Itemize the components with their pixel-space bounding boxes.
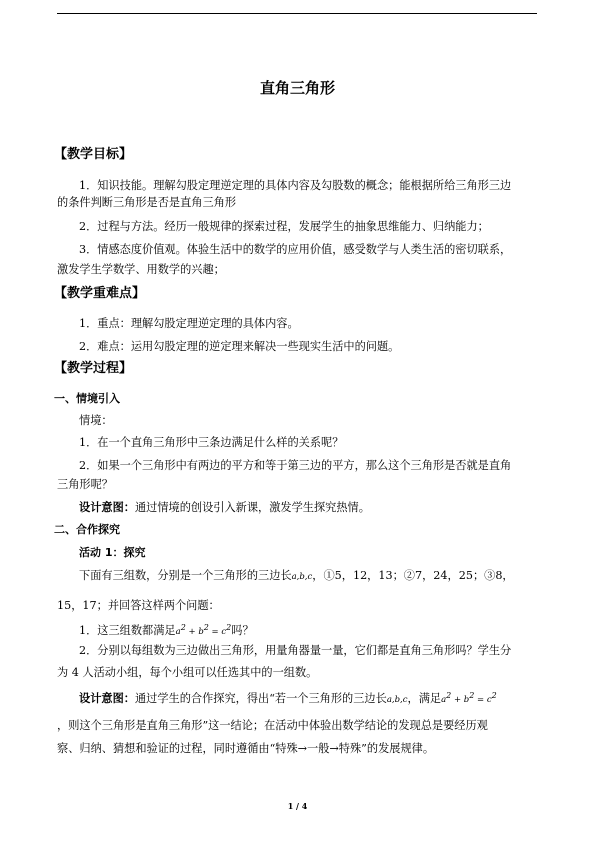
paragraph-line: 2．过程与方法。经历一般规律的探索过程，发展学生的抽象思维能力、归纳能力； — [79, 220, 489, 233]
section-heading-key-points: 【教学重难点】 — [54, 286, 146, 301]
math-sides: a,b,c — [386, 694, 408, 705]
paragraph-line: 情境： — [79, 414, 113, 427]
paragraph-line: 3．情感态度价值观。体验生活中的数学的应用价值，感受数学与人类生活的密切联系， — [79, 243, 512, 256]
paragraph-line: 的条件判断三角形是否是直角三角形 — [57, 196, 237, 209]
paragraph-line: 1．这三组数都满足$a^2 + b^2 = c^2$吗？ — [79, 623, 254, 637]
paragraph-line: 2．难点：运用勾股定理的逆定理来解决一些现实生活中的问题。 — [79, 340, 400, 353]
paragraph-line: 下面有三组数，分别是一个三角形的三边长a,b,c，①5，12，13；②7，24，25；③8， — [79, 569, 514, 582]
page-number: 1 / 4 — [287, 801, 308, 811]
section-heading-objectives: 【教学目标】 — [54, 147, 133, 162]
paragraph-line: 1．重点：理解勾股定理逆定理的具体内容。 — [79, 317, 299, 330]
activity-title: 活动 1：探究 — [79, 546, 146, 559]
math-equation: $a^2 + b^2 = c^2$ — [175, 623, 232, 637]
subsection-title: 二、合作探究 — [54, 523, 120, 536]
paragraph-line: ，则这个三角形是直角三角形”这一结论；在活动中体验出数学结论的发现总是要经历观 — [57, 719, 488, 732]
design-intent-text: 通过情境的创设引入新课，激发学生探究热情。 — [134, 501, 370, 514]
paragraph-line: 为 4 人活动小组，每个小组可以任选其中的一组数。 — [57, 666, 318, 679]
paragraph-line: 三角形呢？ — [57, 478, 113, 491]
design-intent-label: 设计意图： — [79, 691, 135, 705]
paragraph-line: 2．分别以每组数为三边做出三角形，用量角器量一量，它们都是直角三角形吗？学生分 — [79, 644, 512, 657]
paragraph-line: 激发学生学数学、用数学的兴趣； — [57, 263, 225, 276]
page-title: 直角三角形 — [259, 79, 335, 97]
paragraph-line: 1．知识技能。理解勾股定理逆定理的具体内容及勾股数的概念；能根据所给三角形三边 — [79, 179, 512, 192]
paragraph-line: 15，17；并回答这样两个问题： — [57, 599, 220, 612]
math-sides: a,b,c — [291, 572, 313, 582]
design-intent-line: 设计意图：通过学生的合作探究，得出“若一个三角形的三边长a,b,c，满足$a^2 + b^2 = c^2$ — [79, 691, 497, 705]
paragraph-line: 1．在一个直角三角形中三条边满足什么样的关系呢？ — [79, 436, 344, 449]
paragraph-line: 察、归纳、猜想和验证的过程，同时遵循由“特殊→一般→特殊”的发展规律。 — [57, 742, 435, 755]
subsection-title: 一、情境引入 — [54, 392, 120, 405]
section-heading-process: 【教学过程】 — [54, 361, 133, 376]
header-rule — [57, 13, 537, 14]
math-equation: $a^2 + b^2 = c^2$ — [441, 691, 497, 705]
paragraph-line: 2．如果一个三角形中有两边的平方和等于第三边的平方，那么这个三角形是否就是直角 — [79, 459, 512, 472]
design-intent-line — [79, 500, 370, 516]
design-intent-label: 设计意图： — [79, 501, 135, 514]
